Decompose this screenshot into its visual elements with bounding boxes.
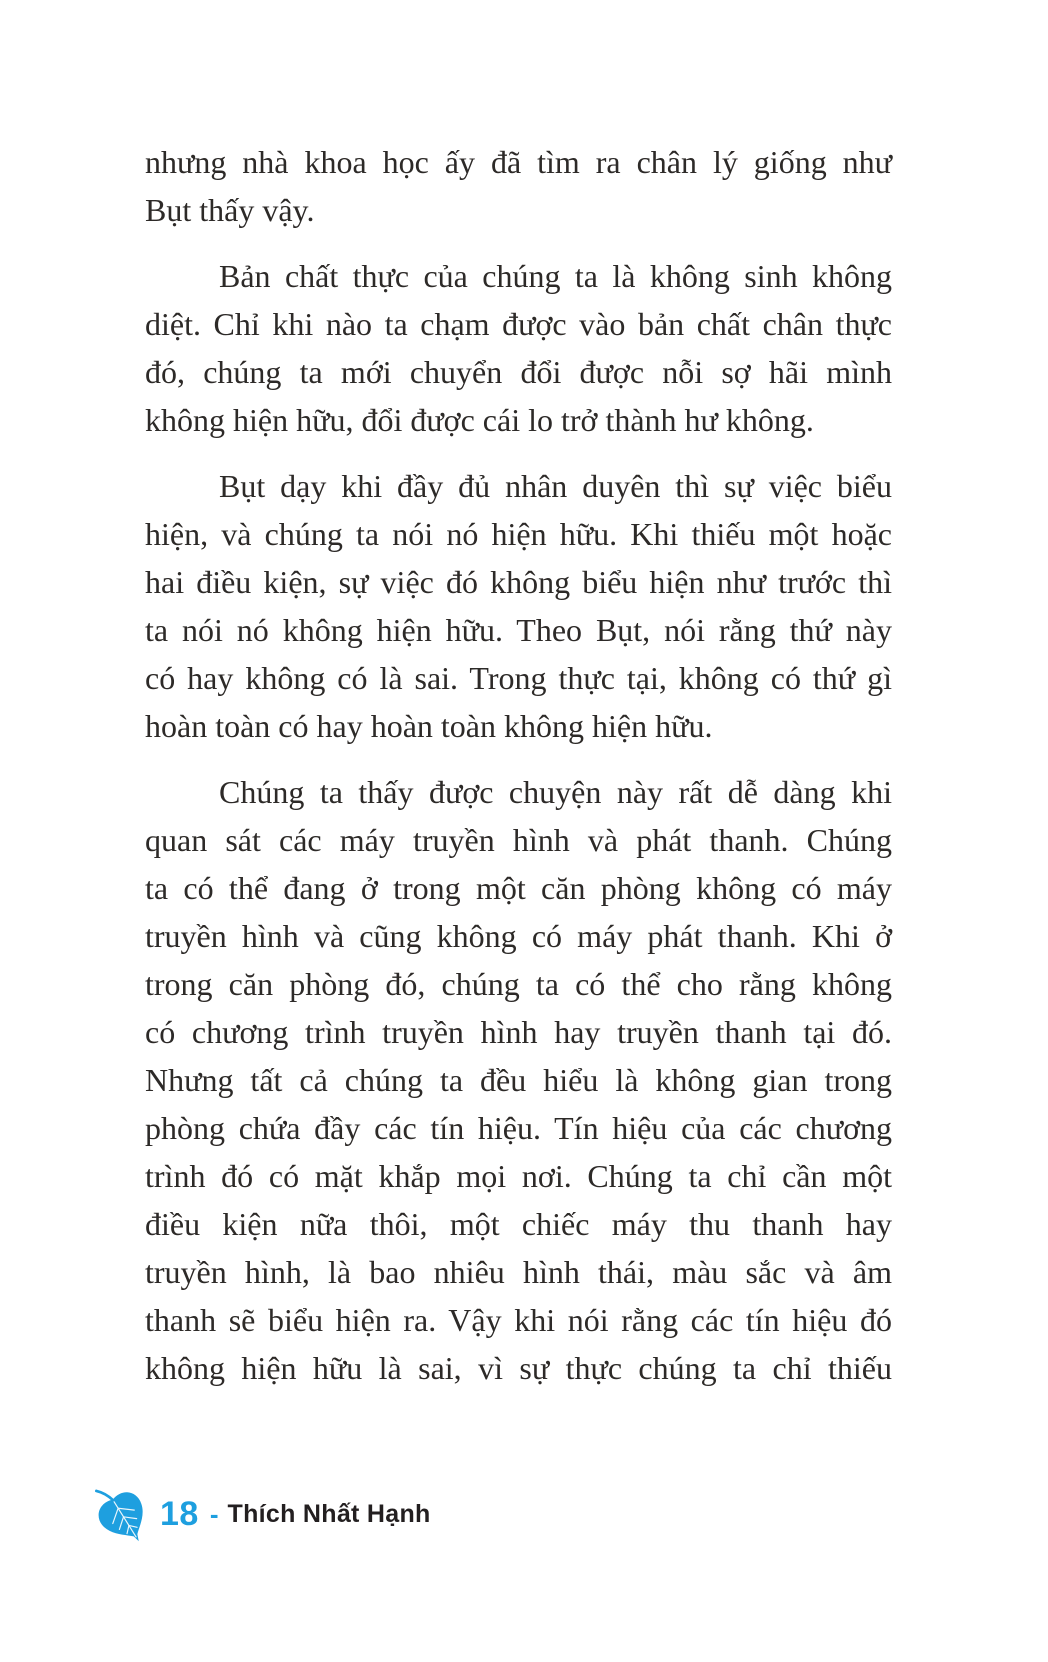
text-line: ta nói nó không hiện hữu. Theo Bụt, nói rằng thứ này	[145, 612, 892, 648]
text-line: không hiện hữu là sai, vì sự thực chúng ta chỉ thiếu	[145, 1350, 892, 1386]
text-line: Bản chất thực của chúng ta là không sinh không	[219, 258, 892, 294]
text-line: diệt. Chỉ khi nào ta chạm được vào bản chất chân thực	[145, 306, 892, 342]
text-line: trong căn phòng đó, chúng ta có thể cho rằng không	[145, 966, 892, 1002]
text-line: không hiện hữu, đổi được cái lo trở thành hư không.	[145, 402, 814, 438]
leaf-body	[93, 1487, 150, 1552]
text-line: có chương trình truyền hình hay truyền thanh tại đó.	[145, 1014, 892, 1050]
text-line: hoàn toàn có hay hoàn toàn không hiện hữu.	[145, 708, 713, 744]
text-line: Bụt thấy vậy.	[145, 192, 315, 228]
text-line: truyền hình và cũng không có máy phát thanh. Khi ở	[145, 918, 892, 954]
text-line: nhưng nhà khoa học ấy đã tìm ra chân lý giống như	[145, 144, 892, 180]
text-line: Chúng ta thấy được chuyện này rất dễ dàng khi	[219, 774, 892, 810]
bodhi-leaf-icon	[84, 1476, 150, 1552]
footer-separator: -	[209, 1498, 219, 1529]
text-line: Nhưng tất cả chúng ta đều hiểu là không gian trong	[145, 1062, 892, 1098]
paragraph	[145, 138, 892, 234]
text-line: trình đó có mặt khắp mọi nơi. Chúng ta chỉ cần một	[145, 1158, 892, 1194]
paragraph	[145, 462, 892, 750]
text-line: đó, chúng ta mới chuyển đổi được nỗi sợ hãi mình	[145, 354, 892, 390]
text-line: Bụt dạy khi đầy đủ nhân duyên thì sự việc biểu	[219, 468, 892, 504]
text-line: có hay không có là sai. Trong thực tại, không có thứ gì	[145, 660, 892, 696]
text-line: hiện, và chúng ta nói nó hiện hữu. Khi thiếu một hoặc	[145, 516, 892, 552]
paragraph	[145, 768, 892, 1392]
author-name: Thích Nhất Hạnh	[227, 1499, 431, 1528]
text-line: hai điều kiện, sự việc đó không biểu hiện như trước thì	[145, 564, 892, 600]
paragraph	[145, 252, 892, 444]
page-number: 18	[160, 1494, 199, 1533]
page-text	[145, 138, 892, 1410]
text-line: thanh sẽ biểu hiện ra. Vậy khi nói rằng các tín hiệu đó	[145, 1302, 892, 1338]
page-footer	[84, 1476, 431, 1552]
text-line: phòng chứa đầy các tín hiệu. Tín hiệu của các chương	[145, 1110, 892, 1146]
text-line: truyền hình, là bao nhiêu hình thái, màu sắc và âm	[145, 1254, 892, 1290]
text-line: ta có thể đang ở trong một căn phòng không có máy	[145, 870, 892, 906]
text-line: quan sát các máy truyền hình và phát thanh. Chúng	[145, 822, 892, 858]
text-line: điều kiện nữa thôi, một chiếc máy thu thanh hay	[145, 1206, 892, 1242]
